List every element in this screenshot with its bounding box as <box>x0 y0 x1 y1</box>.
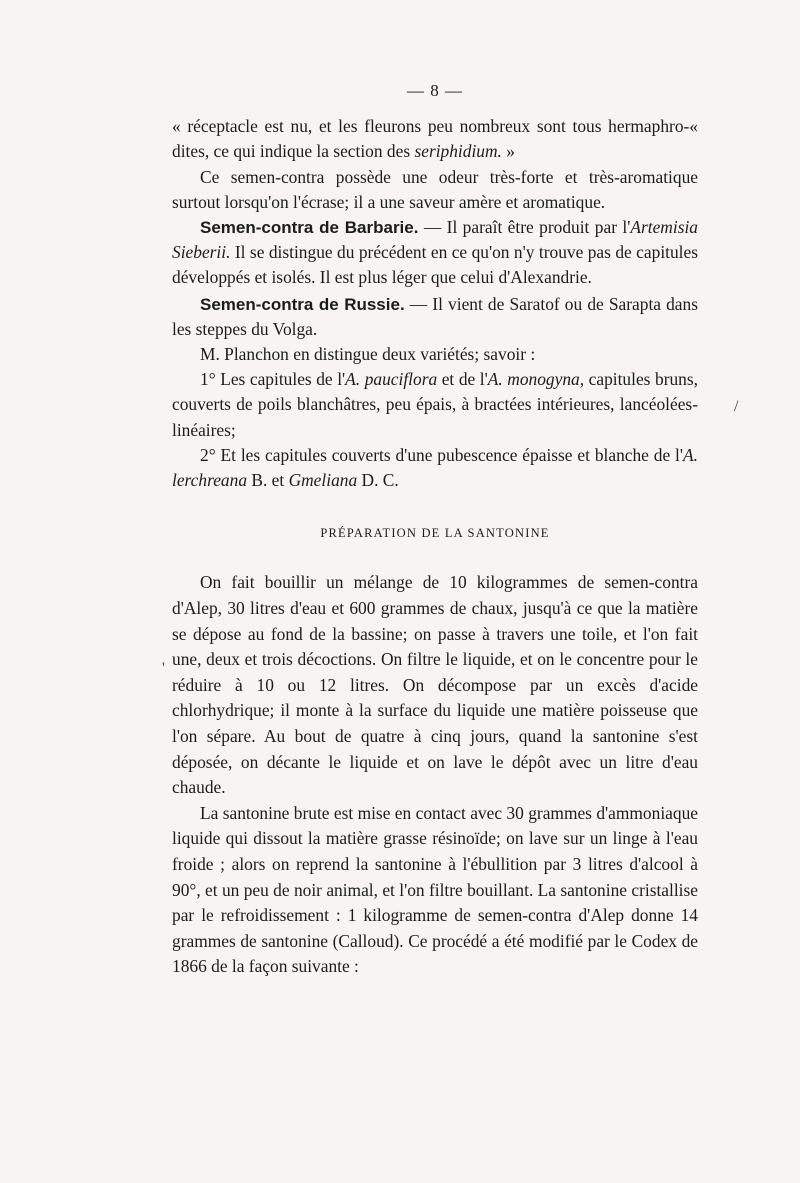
margin-tick: ' <box>162 660 165 677</box>
russie-text: — Il vient de Saratof ou de Sarapta dans les steppes du Volga. <box>172 293 698 339</box>
preparation-paragraph: On fait bouillir un mélange de 10 kilogrammes de semen-contra d'Alep, 30 litres d'eau et 600 grammes de chaux, jusqu'à ce que la matière se dépose au fond de la bassine; on passe à travers une toile, et l'on fait une, deux et trois décoctions. On filtre le liquide, et on le concentre pour le réduire à 10 ou 12 litres. On décompose par un excès d'acide chlorhydrique; il monte à la surface du liquide une matière poisseuse que l'on sépare. Au bout de quatre à cinq jours, quand la santonine s'est déposée, on décante le liquide et on lave le dépôt avec un litre d'eau chaude. <box>172 572 698 798</box>
page-body <box>172 78 698 980</box>
planchon-paragraph: M. Planchon en distingue deux variétés; savoir : <box>200 344 536 365</box>
variety-1-text-a: 1° Les capitules de l' <box>200 369 346 390</box>
russie-heading: Semen-contra de Russie. <box>200 294 405 314</box>
quote-paragraph <box>172 114 698 164</box>
barbarie-italic: Artemisia Sieberii. <box>172 217 698 263</box>
odor-paragraph: Ce semen-contra possède une odeur très-forte et très-aromatique surtout lorsqu'on l'écrase; il a une saveur amère et aromatique. <box>172 166 698 212</box>
variety-1-text-b: et de l' <box>437 369 488 390</box>
barbarie-paragraph <box>172 215 698 291</box>
barbarie-text-a: — Il paraît être produit par l' <box>418 217 631 238</box>
variety-2-text-a: 2° Et les capitules couverts d'une pubescence épaisse et blanche de l' <box>200 444 684 465</box>
russie-paragraph <box>172 292 698 342</box>
variety-1-text-c: capitules bruns, couverts de poils blanchâtres, peu épais, à bractées intérieures, lancéolées-linéaires; <box>172 369 698 440</box>
variety-1-paragraph <box>172 367 698 443</box>
section-title: PRÉPARATION DE LA SANTONINE <box>320 526 550 541</box>
quote-text: « réceptacle est nu, et les fleurons peu nombreux sont tous hermaphro-« dites, ce qui indique la section des <box>172 116 698 162</box>
preparation-section <box>172 570 698 980</box>
variety-2-text-c: D. C. <box>357 470 399 491</box>
variety-2-text-b: B. et <box>247 470 289 491</box>
variety-2-italic-b: Gmeliana <box>288 470 358 491</box>
variety-1-italic-b: A. monogyna, <box>487 369 585 390</box>
barbarie-heading: Semen-contra de Barbarie. <box>200 218 419 238</box>
margin-mark: / <box>734 398 739 415</box>
variety-2-italic-a: A. lerchreana <box>172 444 698 491</box>
quote-end: » <box>501 141 515 162</box>
barbarie-text-b: Il se distingue du précédent en ce qu'on n'y trouve pas de capitules développés et isolés. Il est plus léger que celui d'Alexandrie. <box>172 242 698 288</box>
quote-italic: seriphidium. <box>414 141 502 162</box>
variety-1-italic-a: A. pauciflora <box>345 369 438 390</box>
variety-2-paragraph <box>172 443 698 493</box>
page-number: — 8 — <box>407 81 463 100</box>
purification-paragraph: La santonine brute est mise en contact avec 30 grammes d'ammoniaque liquide qui dissout la matière grasse résinoïde; on lave sur un linge à l'eau froide ; alors on reprend la santonine à l'ébullition par 3 litres d'alcool à 90°, et un peu de noir animal, et l'on filtre bouillant. La santonine cristallise par le refroidissement : 1 kilogramme de semen-contra d'Alep donne 14 grammes de santonine (Calloud). Ce procédé a été modifié par le Codex de 1866 de la façon suivante : <box>172 802 698 977</box>
